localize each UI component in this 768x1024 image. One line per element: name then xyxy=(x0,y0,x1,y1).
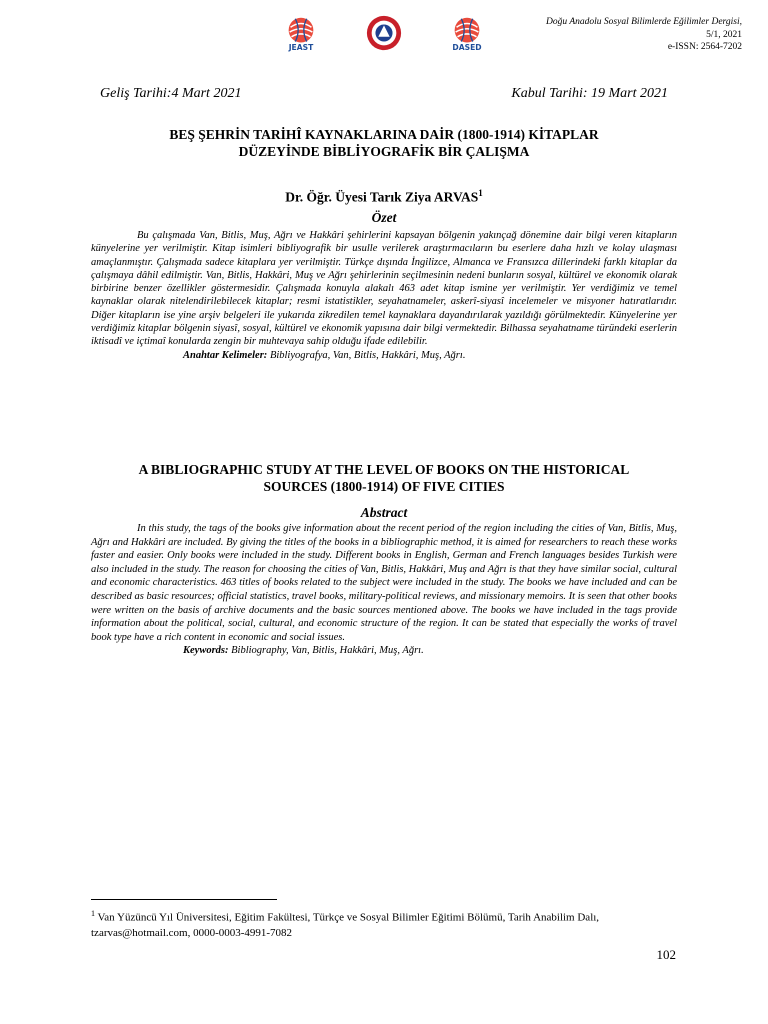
footnote-divider xyxy=(91,899,277,900)
university-seal-logo xyxy=(365,14,403,52)
title-english xyxy=(70,461,698,495)
journal-name: Doğu Anadolu Sosyal Bilimlerde Eğilimler Dergisi, xyxy=(546,17,742,27)
abstract-heading: Abstract xyxy=(360,505,408,520)
author-footnote-mark: 1 xyxy=(478,188,483,198)
svg-text:JEAST: JEAST xyxy=(288,43,314,52)
title-english-line-1: A BIBLIOGRAPHIC STUDY AT THE LEVEL OF BOOKS ON THE HISTORICAL xyxy=(138,462,630,477)
footnote-text: Van Yüzüncü Yıl Üniversitesi, Eğitim Fakültesi, Türkçe ve Sosyal Bilimler Eğitimi Bölümü, Tarih Anabilim Dalı, tzarvas@hotmail.com, 0000-0003-4991-7082 xyxy=(91,911,600,939)
ozet-text: Bu çalışmada Van, Bitlis, Muş, Ağrı ve Hakkâri şehirlerini kapsayan bölgenin yakınçağ dönemine dair bilgi veren kitapların künyelerine yer verilmiştir. Kitap isimleri bibliyografik bir usulle verilerek araştırmacıların bu eserlere daha hızlı ve kolay ulaşması amaçlanmıştır. Çalışmada sadece kitaplara yer verilmiştir. Türkçe dışında İngilizce, Almanca ve Fransızca dillerindeki farklı kitaplar da çalışmaya dâhil edilmiştir. Van, Bitlis, Hakkâri, Muş ve Ağrı şehirlerinin seçilmesinin nedeni bunların sosyal, kültürel ve ekonomik olarak birbirine benzer özellikler göstermesidir. Çalışmada konuyla alakalı 463 adet kitap ismine yer verilmiştir. Yer verdiğimiz ve temel kaynaklar olarak nitelendirilebilecek kitaplar; resmi istatistikler, seyahatnameler, askerî-siyasî incelemeler ve misyoner hatıratlarıdır. Diğer kitapların ise yine arşiv belgeleri ile yukarıda zikredilen temel kaynaklara dayandırılarak yazıldığı görülmektedir. Künyelerine yer verdiğimiz kitaplar bölgenin siyasî, sosyal, kültürel ve ekonomik yapısına dair bilgi vermektedir. Bilhassa seyahatname türündeki eserlerin iktisadî ve içtimaî konularda zengin bir muhtevaya sahip olduğu ifade edilebilir. xyxy=(91,230,677,348)
ozet-body xyxy=(91,229,677,362)
abstract-keywords-label: Keywords: xyxy=(183,645,229,657)
svg-text:DASED: DASED xyxy=(452,43,482,52)
accepted-date: Kabul Tarihi: 19 Mart 2021 xyxy=(511,86,668,101)
abstract-keywords-list: Bibliography, Van, Bitlis, Hakkâri, Muş, Ağrı. xyxy=(228,645,424,657)
ozet-heading: Özet xyxy=(371,210,397,225)
ozet-keywords-list: Bibliyografya, Van, Bitlis, Hakkâri, Muş, Ağrı. xyxy=(267,349,466,361)
abstract-text: In this study, the tags of the books give information about the recent period of the region including the cities of Van, Bitlis, Muş, Ağrı and Hakkâri are included. By giving the titles of the books in a bibliographic method, it is aimed for researchers to reach these works faster and easier. Only books were included in the study. Different books in English, German and French languages besides Turkish were also included in the study. The reason for choosing the cities of Van, Bitlis, Hakkâri, Muş and Ağrı is that they have similar social, cultural and economic characteristics. 463 titles of books related to the subject were included in the study. The books we have included and can be described as basic resources; official statistics, travel books, military-political reviews, and missionary memoirs. It is seen that other books were written on the basis of archive documents and the basic sources mentioned above. The books we have included in the tags provide information about the political, social, cultural, and economic structure of the region. It can be stated that especially the works of travel book type have a rich content in economic and social issues. xyxy=(91,523,677,643)
ozet-keywords xyxy=(91,349,677,362)
journal-info xyxy=(546,16,742,54)
title-turkish-line-2: DÜZEYİNDE BİBLİYOGRAFİK BİR ÇALIŞMA xyxy=(238,144,530,159)
received-date: Geliş Tarihi:4 Mart 2021 xyxy=(100,86,242,101)
author xyxy=(0,188,768,206)
title-english-line-2: SOURCES (1800-1914) OF FIVE CITIES xyxy=(263,479,505,494)
header-logos xyxy=(282,14,502,54)
title-turkish-line-1: BEŞ ŞEHRİN TARİHÎ KAYNAKLARINA DAİR (1800-1914) KİTAPLAR xyxy=(169,127,599,142)
journal-volume: 5/1, 2021 xyxy=(706,29,742,40)
abstract-keywords xyxy=(91,644,677,658)
journal-issn: e-ISSN: 2564-7202 xyxy=(667,42,742,52)
jeast-logo xyxy=(282,14,320,52)
submission-dates xyxy=(100,86,668,102)
dased-logo xyxy=(448,14,486,52)
author-name: Dr. Öğr. Üyesi Tarık Ziya ARVAS xyxy=(285,189,479,205)
abstract-body xyxy=(91,522,677,658)
page-number: 102 xyxy=(656,947,676,962)
footnote-mark: 1 xyxy=(91,909,95,918)
footnote xyxy=(91,906,677,941)
ozet-keywords-label: Anahtar Kelimeler: xyxy=(183,349,268,361)
title-turkish xyxy=(60,126,708,160)
